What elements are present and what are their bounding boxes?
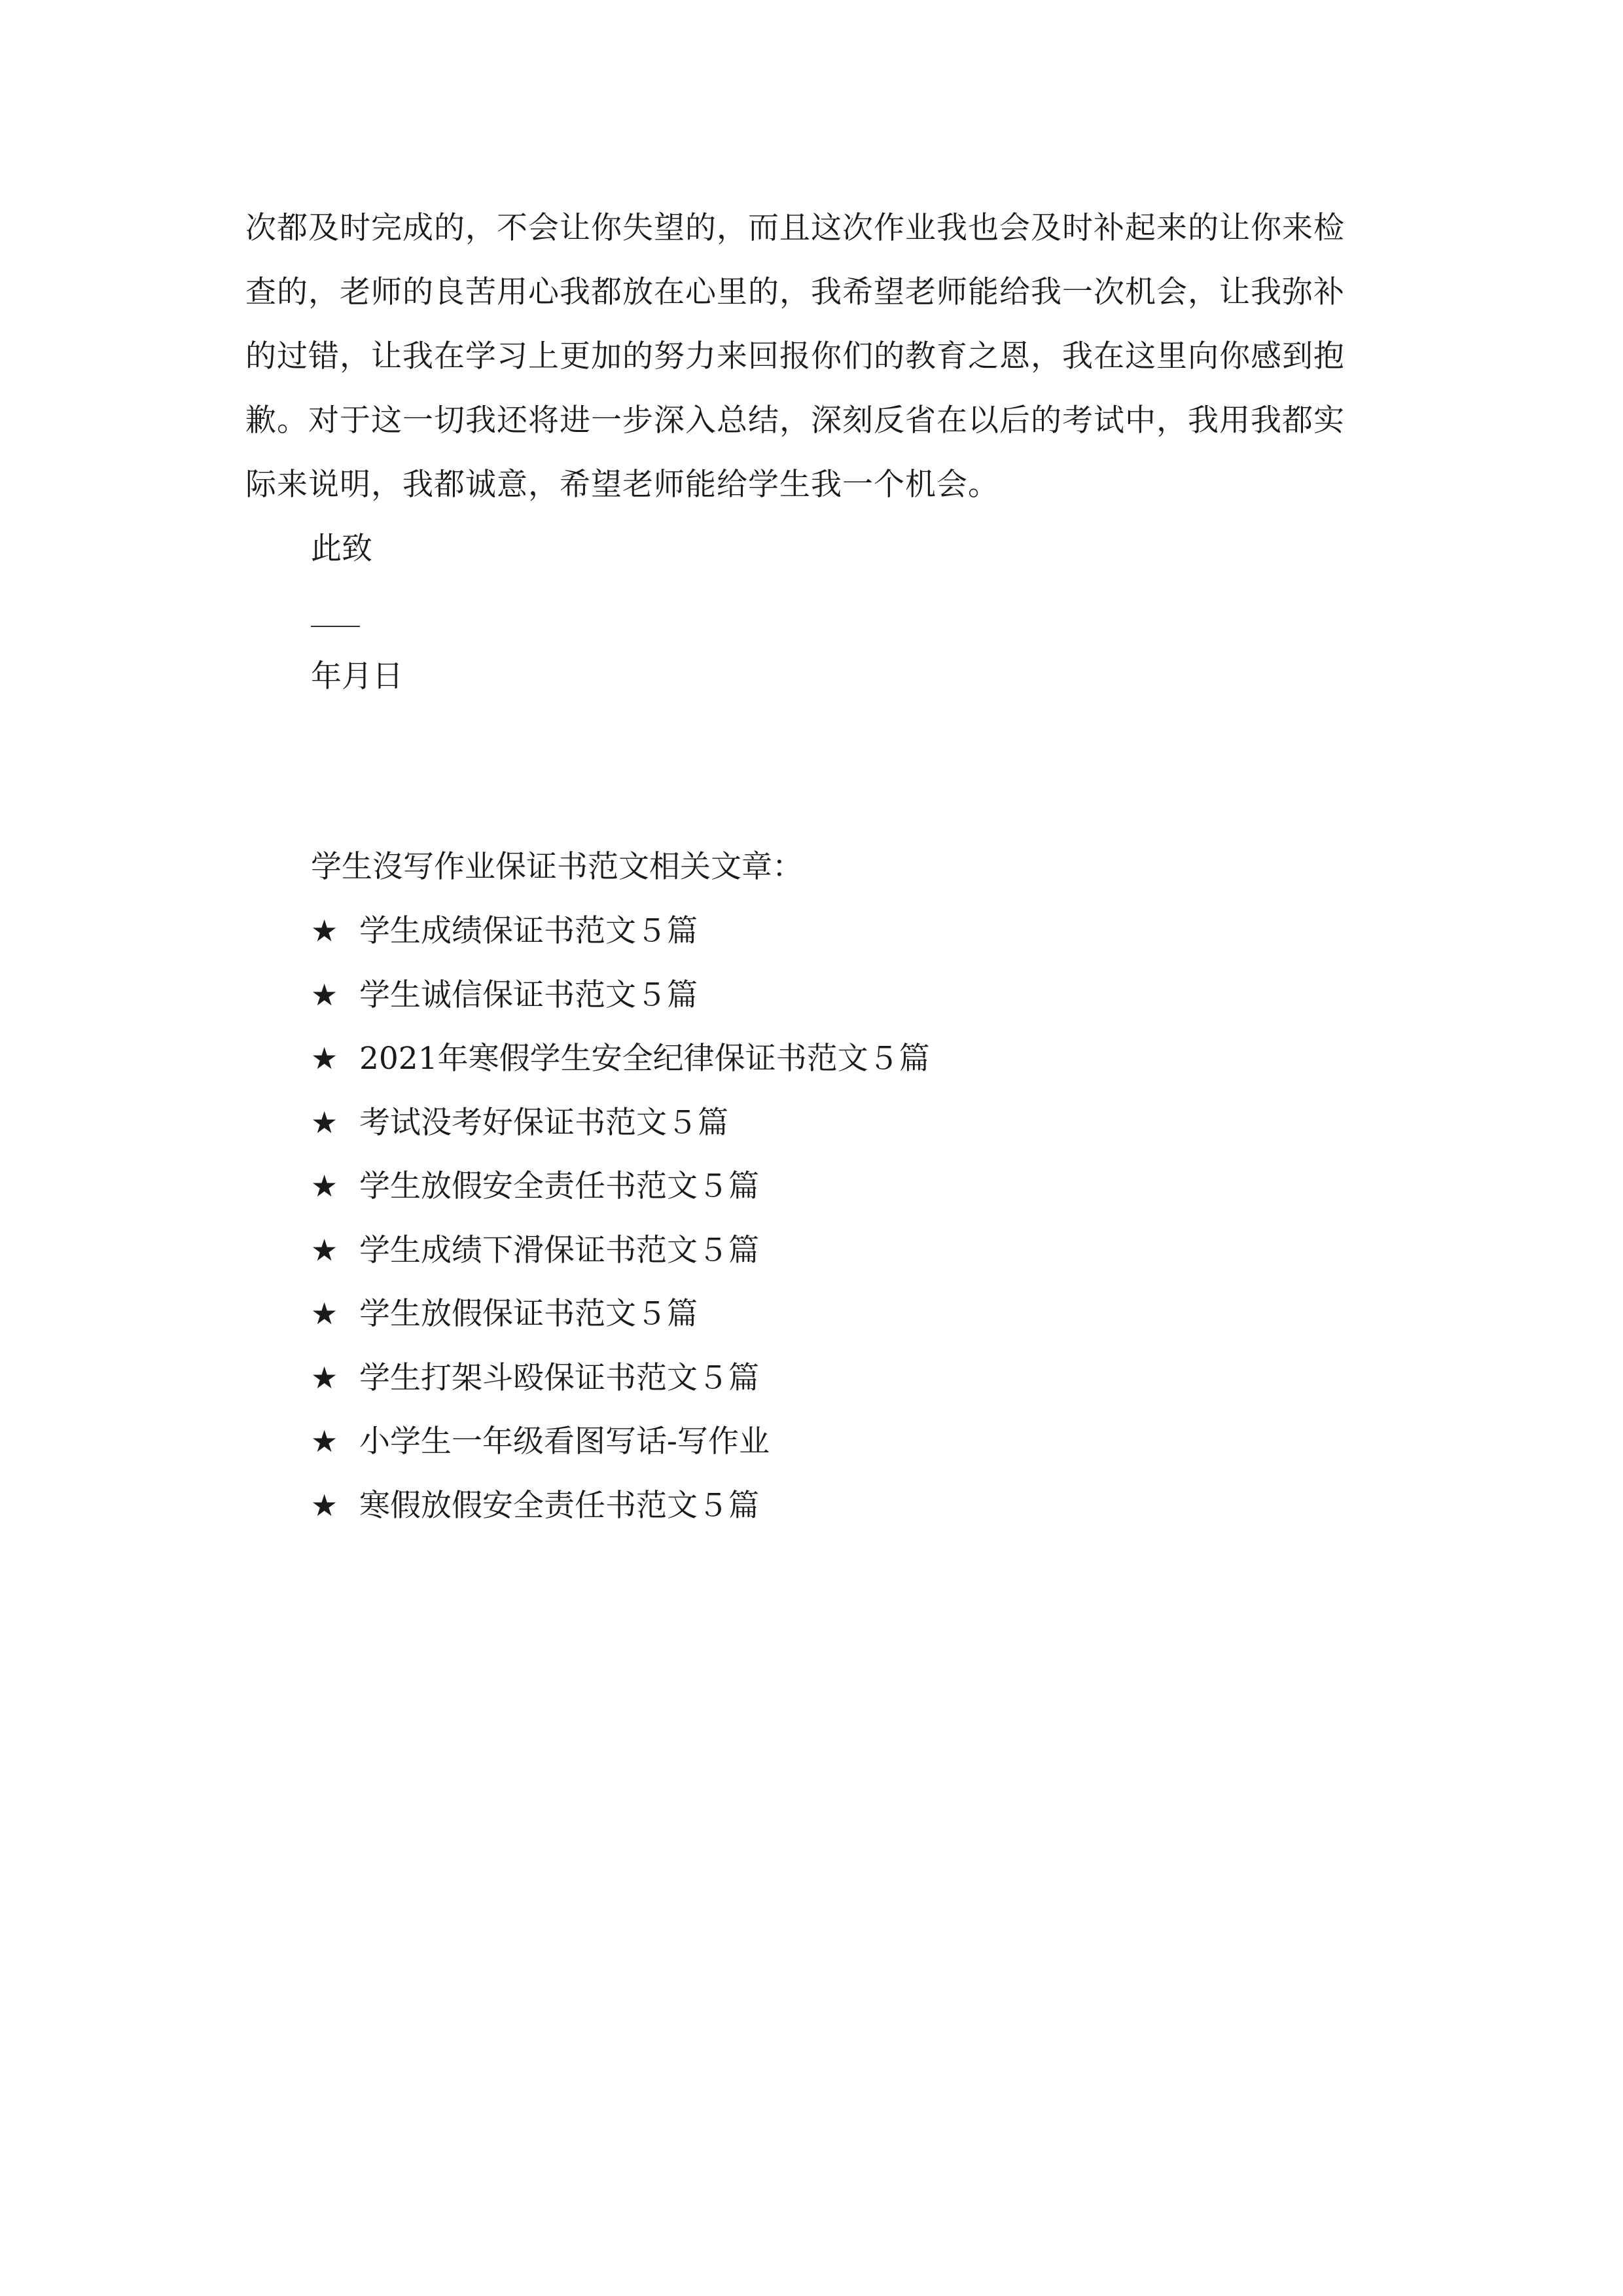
body-line: 的过错，让我在学习上更加的努力来回报你们的教育之恩，我在这里向你感到抱 bbox=[245, 338, 1345, 374]
related-articles-list bbox=[311, 899, 1358, 1537]
related-articles bbox=[311, 835, 1358, 1537]
star-icon: ★ bbox=[311, 977, 338, 1013]
signature-line bbox=[311, 626, 360, 627]
star-icon: ★ bbox=[311, 1359, 338, 1395]
star-icon: ★ bbox=[311, 913, 338, 948]
star-icon: ★ bbox=[311, 1041, 338, 1076]
body-line: 歉。对于这一切我还将进一步深入总结，深刻反省在以后的考试中，我用我都实 bbox=[245, 403, 1345, 439]
star-icon: ★ bbox=[311, 1232, 338, 1268]
related-article-link[interactable] bbox=[311, 1091, 1358, 1155]
letter-body bbox=[245, 196, 1381, 517]
related-article-title: 寒假放假安全责任书范文５篇 bbox=[359, 1487, 759, 1524]
related-article-link[interactable] bbox=[311, 1282, 1358, 1346]
related-article-title: 学生成绩下滑保证书范文５篇 bbox=[359, 1232, 759, 1268]
related-article-link[interactable] bbox=[311, 1219, 1358, 1283]
star-icon: ★ bbox=[311, 1487, 338, 1523]
related-article-title: 学生放假安全责任书范文５篇 bbox=[359, 1168, 759, 1204]
related-article-title: 考试没考好保证书范文５篇 bbox=[359, 1104, 728, 1141]
related-article-title: 2021年寒假学生安全纪律保证书范文５篇 bbox=[359, 1041, 930, 1077]
related-article-link[interactable] bbox=[311, 899, 1358, 963]
star-icon: ★ bbox=[311, 1296, 338, 1331]
body-line: 查的，老师的良苦用心我都放在心里的，我希望老师能给我一次机会，让我弥补 bbox=[245, 274, 1345, 310]
related-article-title: 学生打架斗殴保证书范文５篇 bbox=[359, 1359, 759, 1396]
related-article-title: 学生放假保证书范文５篇 bbox=[359, 1296, 698, 1332]
date-placeholder: 年月日 bbox=[311, 658, 403, 694]
star-icon: ★ bbox=[311, 1424, 338, 1459]
body-line: 次都及时完成的，不会让你失望的，而且这次作业我也会及时补起来的让你来检 bbox=[245, 210, 1345, 246]
body-line: 际来说明，我都诚意，希望老师能给学生我一个机会。 bbox=[245, 467, 999, 503]
related-article-title: 小学生一年级看图写话-写作业 bbox=[359, 1424, 770, 1460]
star-icon: ★ bbox=[311, 1168, 338, 1204]
related-article-link[interactable] bbox=[311, 963, 1358, 1028]
related-article-title: 学生成绩保证书范文５篇 bbox=[359, 913, 698, 949]
related-article-link[interactable] bbox=[311, 1155, 1358, 1219]
related-article-link[interactable] bbox=[311, 1346, 1358, 1410]
related-article-link[interactable] bbox=[311, 1410, 1358, 1474]
closing-salutation: 此致 bbox=[311, 531, 372, 567]
related-article-link[interactable] bbox=[311, 1027, 1358, 1091]
star-icon: ★ bbox=[311, 1104, 338, 1140]
related-article-link[interactable] bbox=[311, 1474, 1358, 1538]
related-articles-heading: 学生沒写作业保证书范文相关文章： bbox=[311, 849, 803, 885]
related-article-title: 学生诚信保证书范文５篇 bbox=[359, 977, 698, 1013]
